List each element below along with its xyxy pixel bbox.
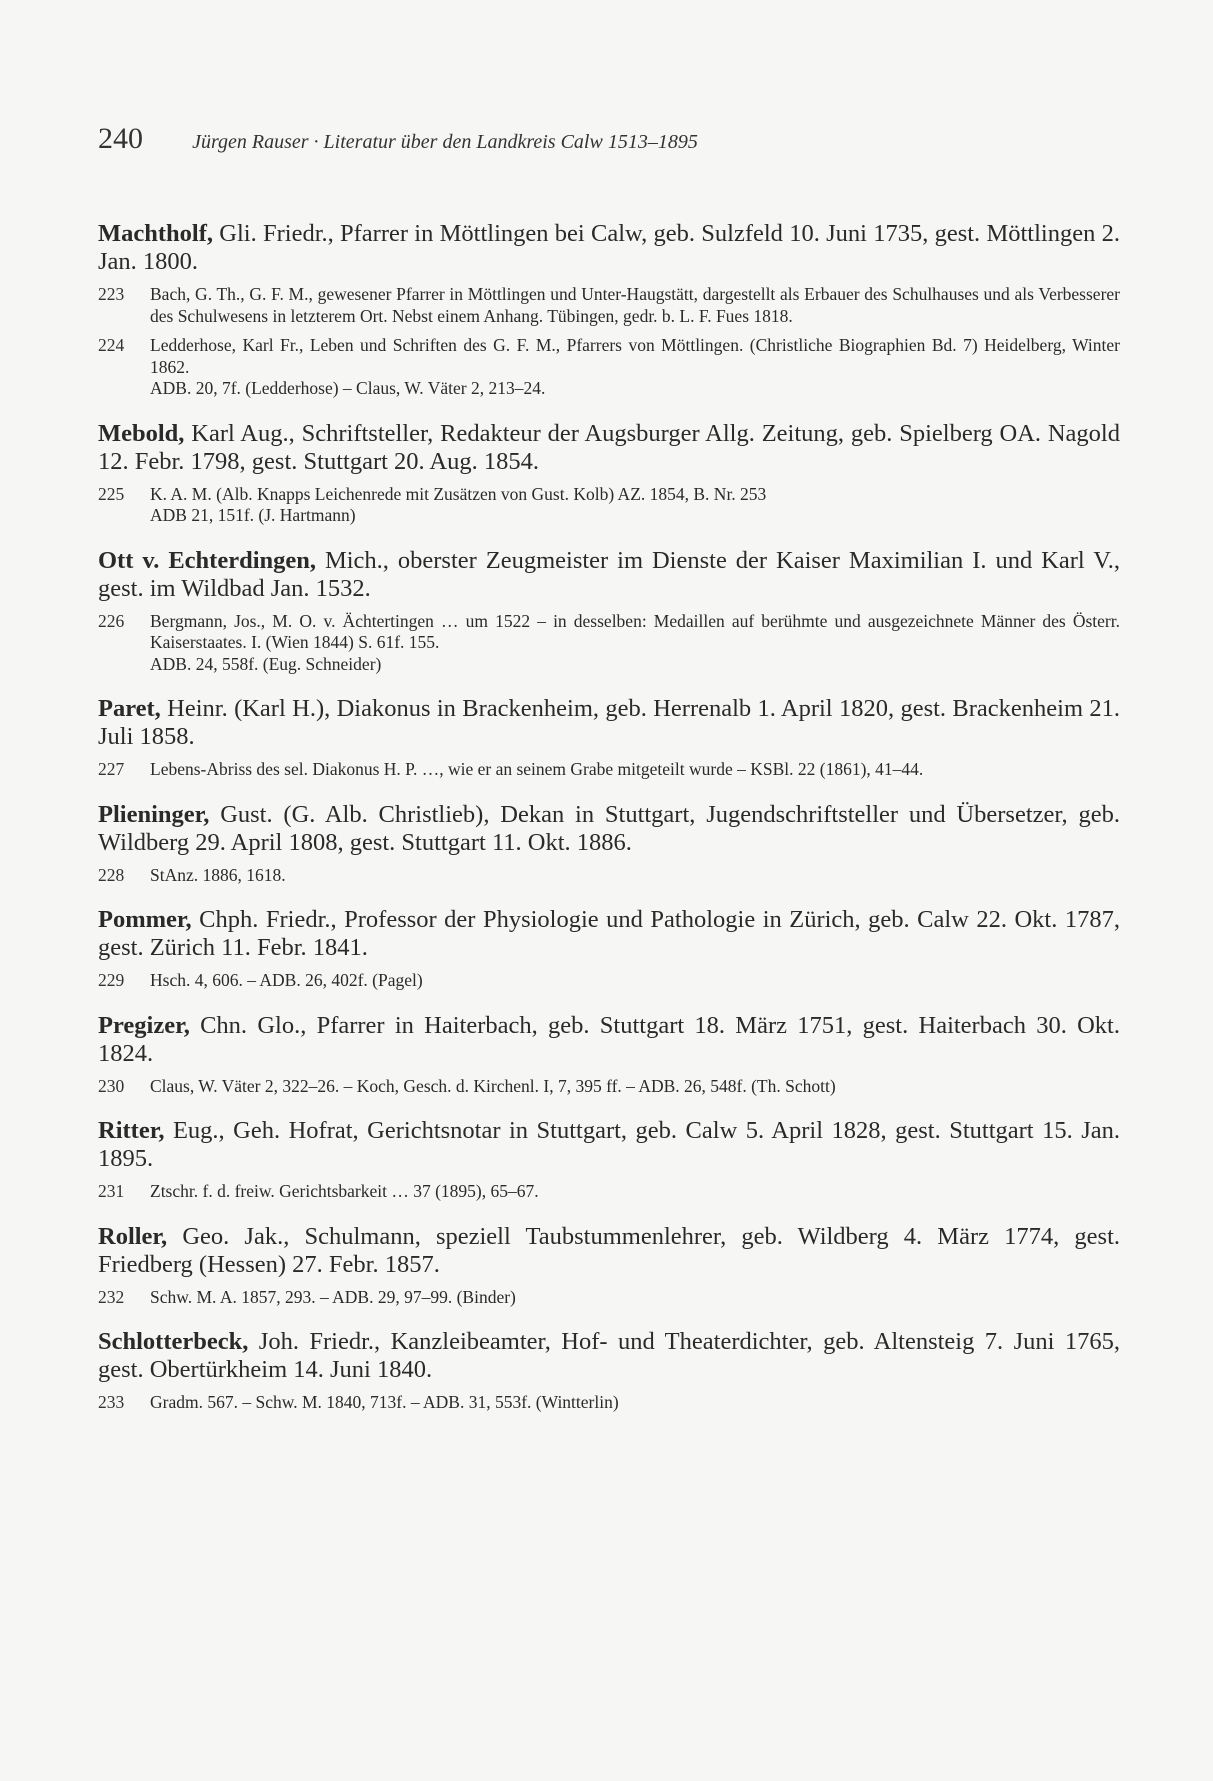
reference — [98, 484, 1120, 527]
entry — [98, 801, 1120, 887]
entry — [98, 1223, 1120, 1309]
person-details: Chn. Glo., Pfarrer in Haiterbach, geb. Stuttgart 18. März 1751, gest. Haiterbach 30. Okt. 1824. — [98, 1011, 1120, 1067]
entry-heading — [98, 1223, 1120, 1279]
reference — [98, 1076, 1120, 1098]
entry — [98, 547, 1120, 676]
entry-heading — [98, 547, 1120, 603]
entry-heading — [98, 1012, 1120, 1068]
reference-body — [150, 759, 1120, 781]
page-number: 240 — [98, 122, 143, 155]
reference-body — [150, 865, 1120, 887]
person-name: Pommer, — [98, 906, 192, 933]
person-details: Karl Aug., Schriftsteller, Redakteur der Augsburger Allg. Zeitung, geb. Spielberg OA. Nagold 12. Febr. 1798, gest. Stuttgart 20. Aug. 1854. — [98, 419, 1120, 475]
person-name: Pregizer, — [98, 1011, 190, 1039]
reference — [98, 759, 1120, 781]
reference-text: Lebens-Abriss des sel. Diakonus H. P. …, wie er an seinem Grabe mitgeteilt wurde – KSBl. 22 (1861), 41–44. — [150, 759, 924, 779]
reference-text: Bach, G. Th., G. F. M., gewesener Pfarrer in Möttlingen und Unter-Haugstätt, dargestellt als Erbauer des Schulhauses und als Verbesserer des Schulwesens in letzterem Ort. Nebst einem Anhang. Tübingen, gedr. b. L. F. Fues 1818. — [150, 284, 1120, 326]
reference-text: ADB 21, 151f. (J. Hartmann) — [150, 505, 356, 525]
reference-body — [150, 335, 1120, 400]
reference-text: Bergmann, Jos., M. O. v. Ächtertingen … um 1522 – in desselben: Medaillen auf berühmte und ausgezeichnete Männer des Österr. Kaiserstaates. I. (Wien 1844) S. 61f. 155. — [150, 610, 1120, 652]
reference — [98, 284, 1120, 327]
person-details: Mich., oberster Zeugmeister im Dienste der Kaiser Maximilian I. und Karl V., gest. im Wildbad Jan. 1532. — [98, 546, 1120, 602]
person-name: Roller, — [98, 1222, 168, 1250]
reference-number: 228 — [98, 864, 125, 885]
reference-number: 227 — [98, 759, 125, 779]
entry — [98, 220, 1120, 400]
reference-body — [150, 1287, 1120, 1309]
person-name: Ott v. Echterdingen, — [98, 546, 316, 574]
reference-number: 230 — [98, 1075, 125, 1096]
reference-text: Gradm. 567. – Schw. M. 1840, 713f. – ADB. 31, 553f. (Wintterlin) — [150, 1392, 619, 1412]
person-details: Chph. Friedr., Professor der Physiologie und Pathologie in Zürich, geb. Calw 22. Okt. 1787, gest. Zürich 11. Febr. 1841. — [98, 906, 1120, 961]
person-name: Paret, — [98, 695, 161, 722]
person-name: Plieninger, — [98, 800, 210, 828]
reference-body — [150, 484, 1120, 527]
reference — [98, 1287, 1120, 1309]
reference-number: 224 — [98, 335, 125, 355]
reference — [98, 865, 1120, 887]
entry-heading — [98, 420, 1120, 476]
entry — [98, 695, 1120, 781]
person-details: Eug., Geh. Hofrat, Gerichtsnotar in Stuttgart, geb. Calw 5. April 1828, gest. Stuttgart 15. Jan. 1895. — [98, 1117, 1120, 1172]
reference-number: 233 — [98, 1392, 125, 1412]
reference — [98, 1181, 1120, 1203]
reference-body — [150, 284, 1120, 327]
entry — [98, 420, 1120, 527]
reference-text: Schw. M. A. 1857, 293. – ADB. 29, 97–99. (Binder) — [150, 1286, 516, 1307]
entry-heading — [98, 1117, 1120, 1173]
running-head: Jürgen Rauser · Literatur über den Landkreis Calw 1513–1895 — [192, 131, 698, 153]
entry — [98, 1117, 1120, 1203]
reference — [98, 335, 1120, 400]
reference-text: Ztschr. f. d. freiw. Gerichtsbarkeit … 37 (1895), 65–67. — [150, 1181, 539, 1201]
reference-text: K. A. M. (Alb. Knapps Leichenrede mit Zusätzen von Gust. Kolb) AZ. 1854, B. Nr. 253 — [150, 483, 767, 504]
person-name: Ritter, — [98, 1117, 165, 1144]
entry-heading — [98, 695, 1120, 751]
page-header — [98, 122, 698, 156]
entry — [98, 906, 1120, 992]
entry-heading — [98, 1328, 1120, 1384]
reference-body — [150, 1392, 1120, 1414]
person-details: Gust. (G. Alb. Christlieb), Dekan in Stuttgart, Jugendschriftsteller und Übersetzer, geb. Wildberg 29. April 1808, gest. Stuttgart 11. Okt. 1886. — [98, 800, 1120, 856]
person-details: Geo. Jak., Schulmann, speziell Taubstummenlehrer, geb. Wildberg 4. März 1774, gest. Friedberg (Hessen) 27. Febr. 1857. — [98, 1222, 1120, 1278]
reference-body — [150, 1076, 1120, 1098]
reference-text: Hsch. 4, 606. – ADB. 26, 402f. (Pagel) — [150, 970, 423, 990]
reference-body — [150, 1181, 1120, 1203]
entry — [98, 1328, 1120, 1414]
biographical-entries — [98, 220, 1120, 1434]
entry — [98, 1012, 1120, 1098]
reference-body — [150, 611, 1120, 676]
reference-number: 231 — [98, 1181, 125, 1201]
person-name: Schlotterbeck, — [98, 1328, 249, 1355]
reference — [98, 1392, 1120, 1414]
person-details: Heinr. (Karl H.), Diakonus in Brackenheim, geb. Herrenalb 1. April 1820, gest. Brackenheim 21. Juli 1858. — [98, 695, 1120, 750]
person-name: Machtholf, — [98, 220, 213, 247]
reference-text: ADB. 24, 558f. (Eug. Schneider) — [150, 653, 382, 674]
reference — [98, 970, 1120, 992]
reference-number: 225 — [98, 483, 125, 504]
reference-number: 226 — [98, 610, 125, 631]
reference — [98, 611, 1120, 676]
person-details: Gli. Friedr., Pfarrer in Möttlingen bei Calw, geb. Sulzfeld 10. Juni 1735, gest. Möttlingen 2. Jan. 1800. — [98, 220, 1120, 275]
reference-number: 223 — [98, 284, 125, 304]
reference-body — [150, 970, 1120, 992]
person-name: Mebold, — [98, 419, 185, 447]
reference-text: Claus, W. Väter 2, 322–26. – Koch, Gesch. d. Kirchenl. I, 7, 395 ff. – ADB. 26, 548f. (Th. Schott) — [150, 1075, 836, 1096]
reference-text: Ledderhose, Karl Fr., Leben und Schriften des G. F. M., Pfarrers von Möttlingen. (Christliche Biographien Bd. 7) Heidelberg, Winter 1862. — [150, 335, 1120, 377]
reference-text: StAnz. 1886, 1618. — [150, 864, 286, 885]
entry-heading — [98, 906, 1120, 962]
reference-text: ADB. 20, 7f. (Ledderhose) – Claus, W. Väter 2, 213–24. — [150, 378, 546, 398]
entry-heading — [98, 801, 1120, 857]
reference-number: 232 — [98, 1286, 125, 1307]
entry-heading — [98, 220, 1120, 276]
reference-number: 229 — [98, 970, 125, 990]
person-details: Joh. Friedr., Kanzleibeamter, Hof- und Theaterdichter, geb. Altensteig 7. Juni 1765, gest. Obertürkheim 14. Juni 1840. — [98, 1328, 1120, 1383]
